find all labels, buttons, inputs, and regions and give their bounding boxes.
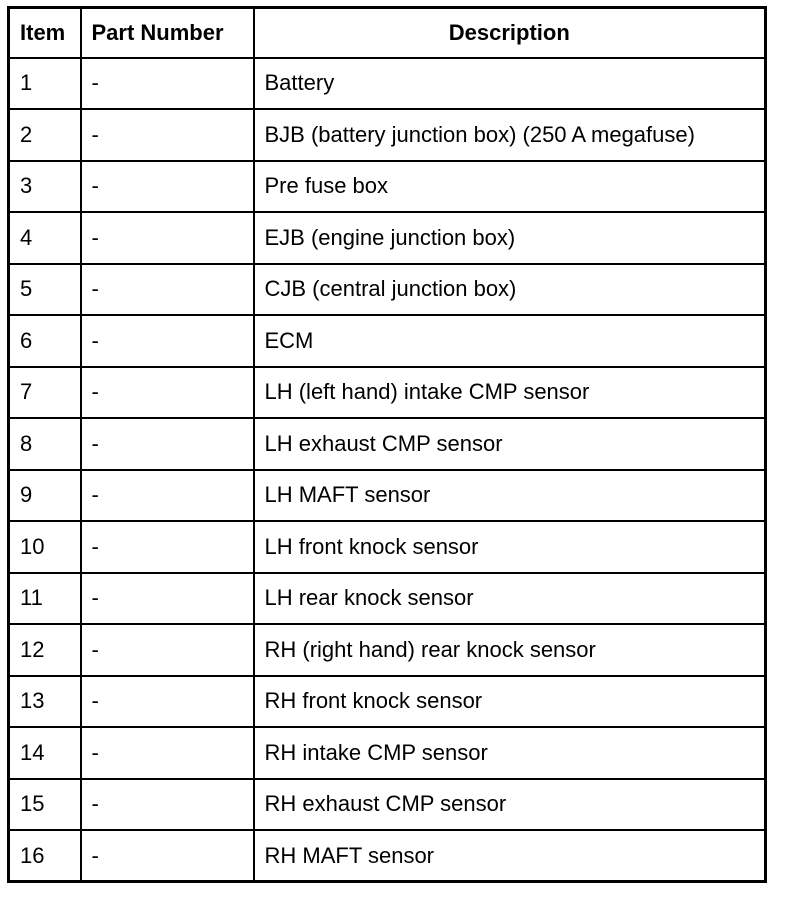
- cell-description: RH intake CMP sensor: [254, 727, 766, 779]
- cell-part-number: -: [81, 161, 254, 213]
- cell-description: LH rear knock sensor: [254, 573, 766, 625]
- cell-description: LH MAFT sensor: [254, 470, 766, 522]
- cell-part-number: -: [81, 830, 254, 882]
- parts-table: [7, 6, 767, 883]
- table-row: [9, 367, 766, 419]
- cell-part-number: -: [81, 367, 254, 419]
- table-row: [9, 109, 766, 161]
- cell-item: 16: [9, 830, 81, 882]
- cell-description: LH exhaust CMP sensor: [254, 418, 766, 470]
- table-row: [9, 264, 766, 316]
- cell-description: RH MAFT sensor: [254, 830, 766, 882]
- cell-item: 12: [9, 624, 81, 676]
- header-description: Description: [254, 8, 766, 58]
- cell-part-number: -: [81, 624, 254, 676]
- cell-part-number: -: [81, 727, 254, 779]
- header-part-number: Part Number: [81, 8, 254, 58]
- cell-item: 4: [9, 212, 81, 264]
- cell-description: Battery: [254, 58, 766, 110]
- cell-description: LH (left hand) intake CMP sensor: [254, 367, 766, 419]
- cell-part-number: -: [81, 470, 254, 522]
- cell-item: 5: [9, 264, 81, 316]
- cell-item: 14: [9, 727, 81, 779]
- cell-part-number: -: [81, 315, 254, 367]
- table-body: [9, 58, 766, 882]
- header-row: [9, 8, 766, 58]
- cell-item: 11: [9, 573, 81, 625]
- cell-item: 10: [9, 521, 81, 573]
- cell-part-number: -: [81, 58, 254, 110]
- cell-part-number: -: [81, 264, 254, 316]
- cell-part-number: -: [81, 418, 254, 470]
- cell-description: LH front knock sensor: [254, 521, 766, 573]
- cell-description: Pre fuse box: [254, 161, 766, 213]
- table-header: [9, 8, 766, 58]
- cell-description: BJB (battery junction box) (250 A megafuse): [254, 109, 766, 161]
- table-row: [9, 470, 766, 522]
- table-row: [9, 727, 766, 779]
- cell-description: CJB (central junction box): [254, 264, 766, 316]
- cell-item: 2: [9, 109, 81, 161]
- cell-part-number: -: [81, 109, 254, 161]
- cell-item: 13: [9, 676, 81, 728]
- table-row: [9, 779, 766, 831]
- table-row: [9, 212, 766, 264]
- cell-part-number: -: [81, 573, 254, 625]
- cell-part-number: -: [81, 521, 254, 573]
- cell-part-number: -: [81, 779, 254, 831]
- table-row: [9, 418, 766, 470]
- cell-item: 9: [9, 470, 81, 522]
- table-row: [9, 573, 766, 625]
- cell-item: 1: [9, 58, 81, 110]
- table-row: [9, 830, 766, 882]
- table-row: [9, 624, 766, 676]
- cell-item: 8: [9, 418, 81, 470]
- cell-item: 3: [9, 161, 81, 213]
- table-row: [9, 676, 766, 728]
- cell-part-number: -: [81, 676, 254, 728]
- cell-description: RH exhaust CMP sensor: [254, 779, 766, 831]
- table-row: [9, 58, 766, 110]
- cell-part-number: -: [81, 212, 254, 264]
- cell-item: 15: [9, 779, 81, 831]
- table-row: [9, 521, 766, 573]
- cell-item: 7: [9, 367, 81, 419]
- cell-description: EJB (engine junction box): [254, 212, 766, 264]
- header-item: Item: [9, 8, 81, 58]
- cell-description: RH front knock sensor: [254, 676, 766, 728]
- cell-item: 6: [9, 315, 81, 367]
- table-row: [9, 315, 766, 367]
- table-row: [9, 161, 766, 213]
- cell-description: RH (right hand) rear knock sensor: [254, 624, 766, 676]
- cell-description: ECM: [254, 315, 766, 367]
